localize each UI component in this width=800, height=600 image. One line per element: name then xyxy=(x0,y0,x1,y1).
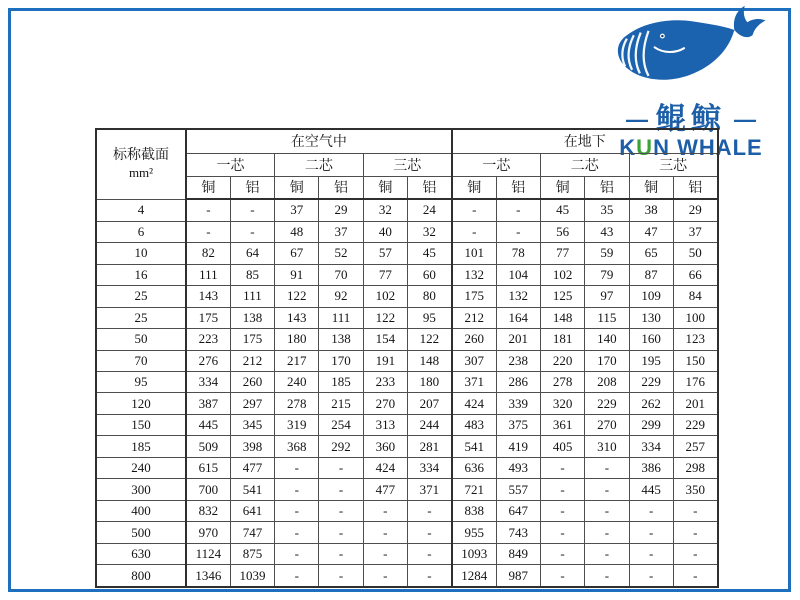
value-cell: 360 xyxy=(363,436,407,457)
value-cell: 319 xyxy=(275,414,319,435)
value-cell: - xyxy=(275,565,319,587)
value-cell: 109 xyxy=(629,286,673,307)
ampacity-table xyxy=(95,128,719,588)
value-cell: 111 xyxy=(319,307,363,328)
value-cell: 310 xyxy=(585,436,629,457)
value-cell: 64 xyxy=(230,243,274,264)
value-cell: - xyxy=(407,543,451,564)
value-cell: - xyxy=(363,522,407,543)
value-cell: - xyxy=(186,221,230,242)
value-cell: 292 xyxy=(319,436,363,457)
brand-dash-right: — xyxy=(734,106,756,132)
material-header-aluminum: 铝 xyxy=(230,176,274,199)
value-cell: 955 xyxy=(452,522,496,543)
value-cell: - xyxy=(673,500,717,521)
value-cell: 170 xyxy=(585,350,629,371)
value-cell: 541 xyxy=(452,436,496,457)
material-header-aluminum: 铝 xyxy=(673,176,717,199)
value-cell: 50 xyxy=(673,243,717,264)
value-cell: 1284 xyxy=(452,565,496,587)
value-cell: 87 xyxy=(629,264,673,285)
value-cell: 298 xyxy=(673,457,717,478)
value-cell: - xyxy=(319,500,363,521)
table-row xyxy=(96,221,718,242)
value-cell: 477 xyxy=(230,457,274,478)
value-cell: - xyxy=(585,500,629,521)
value-cell: 278 xyxy=(275,393,319,414)
value-cell: 37 xyxy=(275,199,319,221)
material-header-aluminum: 铝 xyxy=(496,176,540,199)
value-cell: 320 xyxy=(540,393,584,414)
value-cell: - xyxy=(673,522,717,543)
value-cell: 339 xyxy=(496,393,540,414)
header-row-cores xyxy=(96,153,718,176)
value-cell: 92 xyxy=(319,286,363,307)
value-cell: 84 xyxy=(673,286,717,307)
value-cell: 40 xyxy=(363,221,407,242)
whale-icon xyxy=(608,4,774,108)
group-header-in-air: 在空气中 xyxy=(186,129,452,153)
value-cell: - xyxy=(319,543,363,564)
value-cell: 445 xyxy=(186,414,230,435)
value-cell: 143 xyxy=(186,286,230,307)
value-cell: 445 xyxy=(629,479,673,500)
value-cell: 66 xyxy=(673,264,717,285)
size-cell: 630 xyxy=(96,543,186,564)
value-cell: 150 xyxy=(673,350,717,371)
value-cell: - xyxy=(275,479,319,500)
value-cell: 148 xyxy=(407,350,451,371)
value-cell: 35 xyxy=(585,199,629,221)
value-cell: - xyxy=(629,500,673,521)
value-cell: 175 xyxy=(230,329,274,350)
value-cell: 176 xyxy=(673,372,717,393)
value-cell: 47 xyxy=(629,221,673,242)
value-cell: 254 xyxy=(319,414,363,435)
value-cell: 297 xyxy=(230,393,274,414)
table-row xyxy=(96,372,718,393)
brand-dash-left: — xyxy=(626,106,648,132)
value-cell: 85 xyxy=(230,264,274,285)
material-header-copper: 铜 xyxy=(540,176,584,199)
value-cell: 345 xyxy=(230,414,274,435)
value-cell: 217 xyxy=(275,350,319,371)
value-cell: 122 xyxy=(275,286,319,307)
value-cell: - xyxy=(540,543,584,564)
value-cell: - xyxy=(407,500,451,521)
value-cell: - xyxy=(496,199,540,221)
value-cell: 368 xyxy=(275,436,319,457)
value-cell: 493 xyxy=(496,457,540,478)
value-cell: 175 xyxy=(186,307,230,328)
size-cell: 150 xyxy=(96,414,186,435)
value-cell: - xyxy=(275,500,319,521)
size-cell: 6 xyxy=(96,221,186,242)
value-cell: 970 xyxy=(186,522,230,543)
value-cell: 115 xyxy=(585,307,629,328)
value-cell: 48 xyxy=(275,221,319,242)
value-cell: - xyxy=(275,522,319,543)
value-cell: 60 xyxy=(407,264,451,285)
value-cell: 37 xyxy=(319,221,363,242)
table-row xyxy=(96,565,718,587)
value-cell: - xyxy=(673,543,717,564)
value-cell: 57 xyxy=(363,243,407,264)
value-cell: 45 xyxy=(540,199,584,221)
value-cell: 647 xyxy=(496,500,540,521)
value-cell: - xyxy=(540,522,584,543)
size-cell: 4 xyxy=(96,199,186,221)
value-cell: 37 xyxy=(673,221,717,242)
value-cell: - xyxy=(407,565,451,587)
table-row xyxy=(96,350,718,371)
value-cell: 201 xyxy=(673,393,717,414)
value-cell: 138 xyxy=(230,307,274,328)
value-cell: - xyxy=(230,221,274,242)
corner-header xyxy=(96,129,186,199)
size-cell: 10 xyxy=(96,243,186,264)
table-row xyxy=(96,243,718,264)
table-body xyxy=(96,199,718,587)
table-row xyxy=(96,479,718,500)
value-cell: 52 xyxy=(319,243,363,264)
size-cell: 185 xyxy=(96,436,186,457)
value-cell: 97 xyxy=(585,286,629,307)
value-cell: - xyxy=(673,565,717,587)
table-row xyxy=(96,286,718,307)
table-row xyxy=(96,500,718,521)
value-cell: 987 xyxy=(496,565,540,587)
value-cell: 244 xyxy=(407,414,451,435)
value-cell: - xyxy=(629,522,673,543)
value-cell: - xyxy=(540,565,584,587)
material-header-copper: 铜 xyxy=(452,176,496,199)
material-header-copper: 铜 xyxy=(629,176,673,199)
value-cell: - xyxy=(319,565,363,587)
value-cell: 122 xyxy=(407,329,451,350)
material-header-copper: 铜 xyxy=(363,176,407,199)
value-cell: 104 xyxy=(496,264,540,285)
value-cell: 281 xyxy=(407,436,451,457)
value-cell: 419 xyxy=(496,436,540,457)
value-cell: 387 xyxy=(186,393,230,414)
value-cell: 207 xyxy=(407,393,451,414)
value-cell: 181 xyxy=(540,329,584,350)
value-cell: 201 xyxy=(496,329,540,350)
value-cell: 375 xyxy=(496,414,540,435)
value-cell: 405 xyxy=(540,436,584,457)
core-header-ground-1: 一芯 xyxy=(452,153,541,176)
value-cell: 102 xyxy=(363,286,407,307)
value-cell: 334 xyxy=(186,372,230,393)
value-cell: 849 xyxy=(496,543,540,564)
material-header-aluminum: 铝 xyxy=(407,176,451,199)
brand-letter-u: U xyxy=(636,134,654,160)
value-cell: 138 xyxy=(319,329,363,350)
value-cell: 260 xyxy=(230,372,274,393)
material-header-aluminum: 铝 xyxy=(319,176,363,199)
value-cell: 229 xyxy=(629,372,673,393)
value-cell: 102 xyxy=(540,264,584,285)
value-cell: 215 xyxy=(319,393,363,414)
value-cell: - xyxy=(319,522,363,543)
value-cell: 132 xyxy=(496,286,540,307)
group-header-underground: 在地下 xyxy=(452,129,718,153)
header-row-groups xyxy=(96,129,718,153)
value-cell: 641 xyxy=(230,500,274,521)
value-cell: - xyxy=(452,221,496,242)
value-cell: - xyxy=(629,543,673,564)
value-cell: - xyxy=(319,457,363,478)
material-header-copper: 铜 xyxy=(275,176,319,199)
value-cell: 223 xyxy=(186,329,230,350)
value-cell: 101 xyxy=(452,243,496,264)
value-cell: 212 xyxy=(452,307,496,328)
value-cell: 111 xyxy=(230,286,274,307)
value-cell: - xyxy=(319,479,363,500)
value-cell: 185 xyxy=(319,372,363,393)
material-header-copper: 铜 xyxy=(186,176,230,199)
value-cell: 143 xyxy=(275,307,319,328)
value-cell: - xyxy=(407,522,451,543)
value-cell: - xyxy=(452,199,496,221)
value-cell: 270 xyxy=(585,414,629,435)
value-cell: 477 xyxy=(363,479,407,500)
value-cell: 424 xyxy=(363,457,407,478)
value-cell: 45 xyxy=(407,243,451,264)
value-cell: 65 xyxy=(629,243,673,264)
value-cell: 43 xyxy=(585,221,629,242)
value-cell: 307 xyxy=(452,350,496,371)
value-cell: - xyxy=(275,543,319,564)
table-row xyxy=(96,436,718,457)
value-cell: 334 xyxy=(407,457,451,478)
value-cell: 32 xyxy=(363,199,407,221)
table-row xyxy=(96,329,718,350)
size-cell: 25 xyxy=(96,307,186,328)
value-cell: 78 xyxy=(496,243,540,264)
size-cell: 25 xyxy=(96,286,186,307)
table-row xyxy=(96,199,718,221)
value-cell: - xyxy=(540,457,584,478)
table-row xyxy=(96,457,718,478)
value-cell: 77 xyxy=(363,264,407,285)
value-cell: 59 xyxy=(585,243,629,264)
value-cell: 130 xyxy=(629,307,673,328)
value-cell: - xyxy=(363,543,407,564)
size-cell: 500 xyxy=(96,522,186,543)
value-cell: 38 xyxy=(629,199,673,221)
value-cell: 832 xyxy=(186,500,230,521)
value-cell: 67 xyxy=(275,243,319,264)
value-cell: 29 xyxy=(319,199,363,221)
value-cell: 299 xyxy=(629,414,673,435)
value-cell: 1124 xyxy=(186,543,230,564)
value-cell: 1093 xyxy=(452,543,496,564)
value-cell: - xyxy=(585,565,629,587)
value-cell: 100 xyxy=(673,307,717,328)
value-cell: - xyxy=(540,500,584,521)
value-cell: 371 xyxy=(452,372,496,393)
value-cell: 483 xyxy=(452,414,496,435)
value-cell: 70 xyxy=(319,264,363,285)
value-cell: 509 xyxy=(186,436,230,457)
value-cell: 154 xyxy=(363,329,407,350)
value-cell: 743 xyxy=(496,522,540,543)
header-row-materials xyxy=(96,176,718,199)
value-cell: 636 xyxy=(452,457,496,478)
brand-letters-rest: N WHALE xyxy=(653,134,763,160)
value-cell: 233 xyxy=(363,372,407,393)
value-cell: 240 xyxy=(275,372,319,393)
corner-title: 标称截面 xyxy=(113,148,169,164)
value-cell: - xyxy=(496,221,540,242)
value-cell: 132 xyxy=(452,264,496,285)
value-cell: 1039 xyxy=(230,565,274,587)
value-cell: 334 xyxy=(629,436,673,457)
core-header-ground-2: 二芯 xyxy=(540,153,629,176)
value-cell: 262 xyxy=(629,393,673,414)
value-cell: 77 xyxy=(540,243,584,264)
value-cell: 260 xyxy=(452,329,496,350)
value-cell: 700 xyxy=(186,479,230,500)
size-cell: 300 xyxy=(96,479,186,500)
brand-letter-k: K xyxy=(619,134,637,160)
value-cell: 122 xyxy=(363,307,407,328)
value-cell: 350 xyxy=(673,479,717,500)
value-cell: 24 xyxy=(407,199,451,221)
value-cell: 79 xyxy=(585,264,629,285)
value-cell: - xyxy=(585,522,629,543)
table-row xyxy=(96,307,718,328)
value-cell: 229 xyxy=(585,393,629,414)
value-cell: 257 xyxy=(673,436,717,457)
value-cell: - xyxy=(363,500,407,521)
size-cell: 800 xyxy=(96,565,186,587)
table-row xyxy=(96,414,718,435)
ampacity-table-container xyxy=(95,128,719,588)
value-cell: - xyxy=(585,457,629,478)
value-cell: - xyxy=(540,479,584,500)
value-cell: 424 xyxy=(452,393,496,414)
core-header-air-3: 三芯 xyxy=(363,153,452,176)
value-cell: 398 xyxy=(230,436,274,457)
value-cell: 747 xyxy=(230,522,274,543)
value-cell: - xyxy=(585,479,629,500)
value-cell: 82 xyxy=(186,243,230,264)
value-cell: 123 xyxy=(673,329,717,350)
value-cell: - xyxy=(629,565,673,587)
value-cell: 180 xyxy=(275,329,319,350)
value-cell: 160 xyxy=(629,329,673,350)
value-cell: 238 xyxy=(496,350,540,371)
value-cell: 80 xyxy=(407,286,451,307)
value-cell: 1346 xyxy=(186,565,230,587)
value-cell: - xyxy=(585,543,629,564)
value-cell: 91 xyxy=(275,264,319,285)
table-row xyxy=(96,393,718,414)
value-cell: 29 xyxy=(673,199,717,221)
size-cell: 120 xyxy=(96,393,186,414)
size-cell: 50 xyxy=(96,329,186,350)
value-cell: 875 xyxy=(230,543,274,564)
value-cell: 125 xyxy=(540,286,584,307)
value-cell: 270 xyxy=(363,393,407,414)
value-cell: 838 xyxy=(452,500,496,521)
value-cell: 313 xyxy=(363,414,407,435)
size-cell: 70 xyxy=(96,350,186,371)
value-cell: 371 xyxy=(407,479,451,500)
value-cell: 721 xyxy=(452,479,496,500)
value-cell: 386 xyxy=(629,457,673,478)
value-cell: 361 xyxy=(540,414,584,435)
value-cell: 615 xyxy=(186,457,230,478)
value-cell: 32 xyxy=(407,221,451,242)
size-cell: 16 xyxy=(96,264,186,285)
value-cell: 148 xyxy=(540,307,584,328)
value-cell: 229 xyxy=(673,414,717,435)
value-cell: 220 xyxy=(540,350,584,371)
value-cell: - xyxy=(275,457,319,478)
value-cell: 164 xyxy=(496,307,540,328)
size-cell: 400 xyxy=(96,500,186,521)
value-cell: 208 xyxy=(585,372,629,393)
value-cell: 557 xyxy=(496,479,540,500)
value-cell: 95 xyxy=(407,307,451,328)
size-cell: 95 xyxy=(96,372,186,393)
value-cell: - xyxy=(230,199,274,221)
value-cell: 212 xyxy=(230,350,274,371)
brand-name-cn: 鲲鲸 xyxy=(656,103,726,136)
table-row xyxy=(96,543,718,564)
size-cell: 240 xyxy=(96,457,186,478)
value-cell: - xyxy=(363,565,407,587)
value-cell: 195 xyxy=(629,350,673,371)
value-cell: 278 xyxy=(540,372,584,393)
value-cell: - xyxy=(186,199,230,221)
value-cell: 111 xyxy=(186,264,230,285)
value-cell: 56 xyxy=(540,221,584,242)
core-header-air-1: 一芯 xyxy=(186,153,275,176)
value-cell: 276 xyxy=(186,350,230,371)
value-cell: 191 xyxy=(363,350,407,371)
core-header-ground-3: 三芯 xyxy=(629,153,718,176)
value-cell: 175 xyxy=(452,286,496,307)
material-header-aluminum: 铝 xyxy=(585,176,629,199)
value-cell: 286 xyxy=(496,372,540,393)
value-cell: 170 xyxy=(319,350,363,371)
corner-unit: mm² xyxy=(128,164,154,180)
table-row xyxy=(96,264,718,285)
value-cell: 140 xyxy=(585,329,629,350)
value-cell: 541 xyxy=(230,479,274,500)
core-header-air-2: 二芯 xyxy=(275,153,364,176)
table-row xyxy=(96,522,718,543)
value-cell: 180 xyxy=(407,372,451,393)
